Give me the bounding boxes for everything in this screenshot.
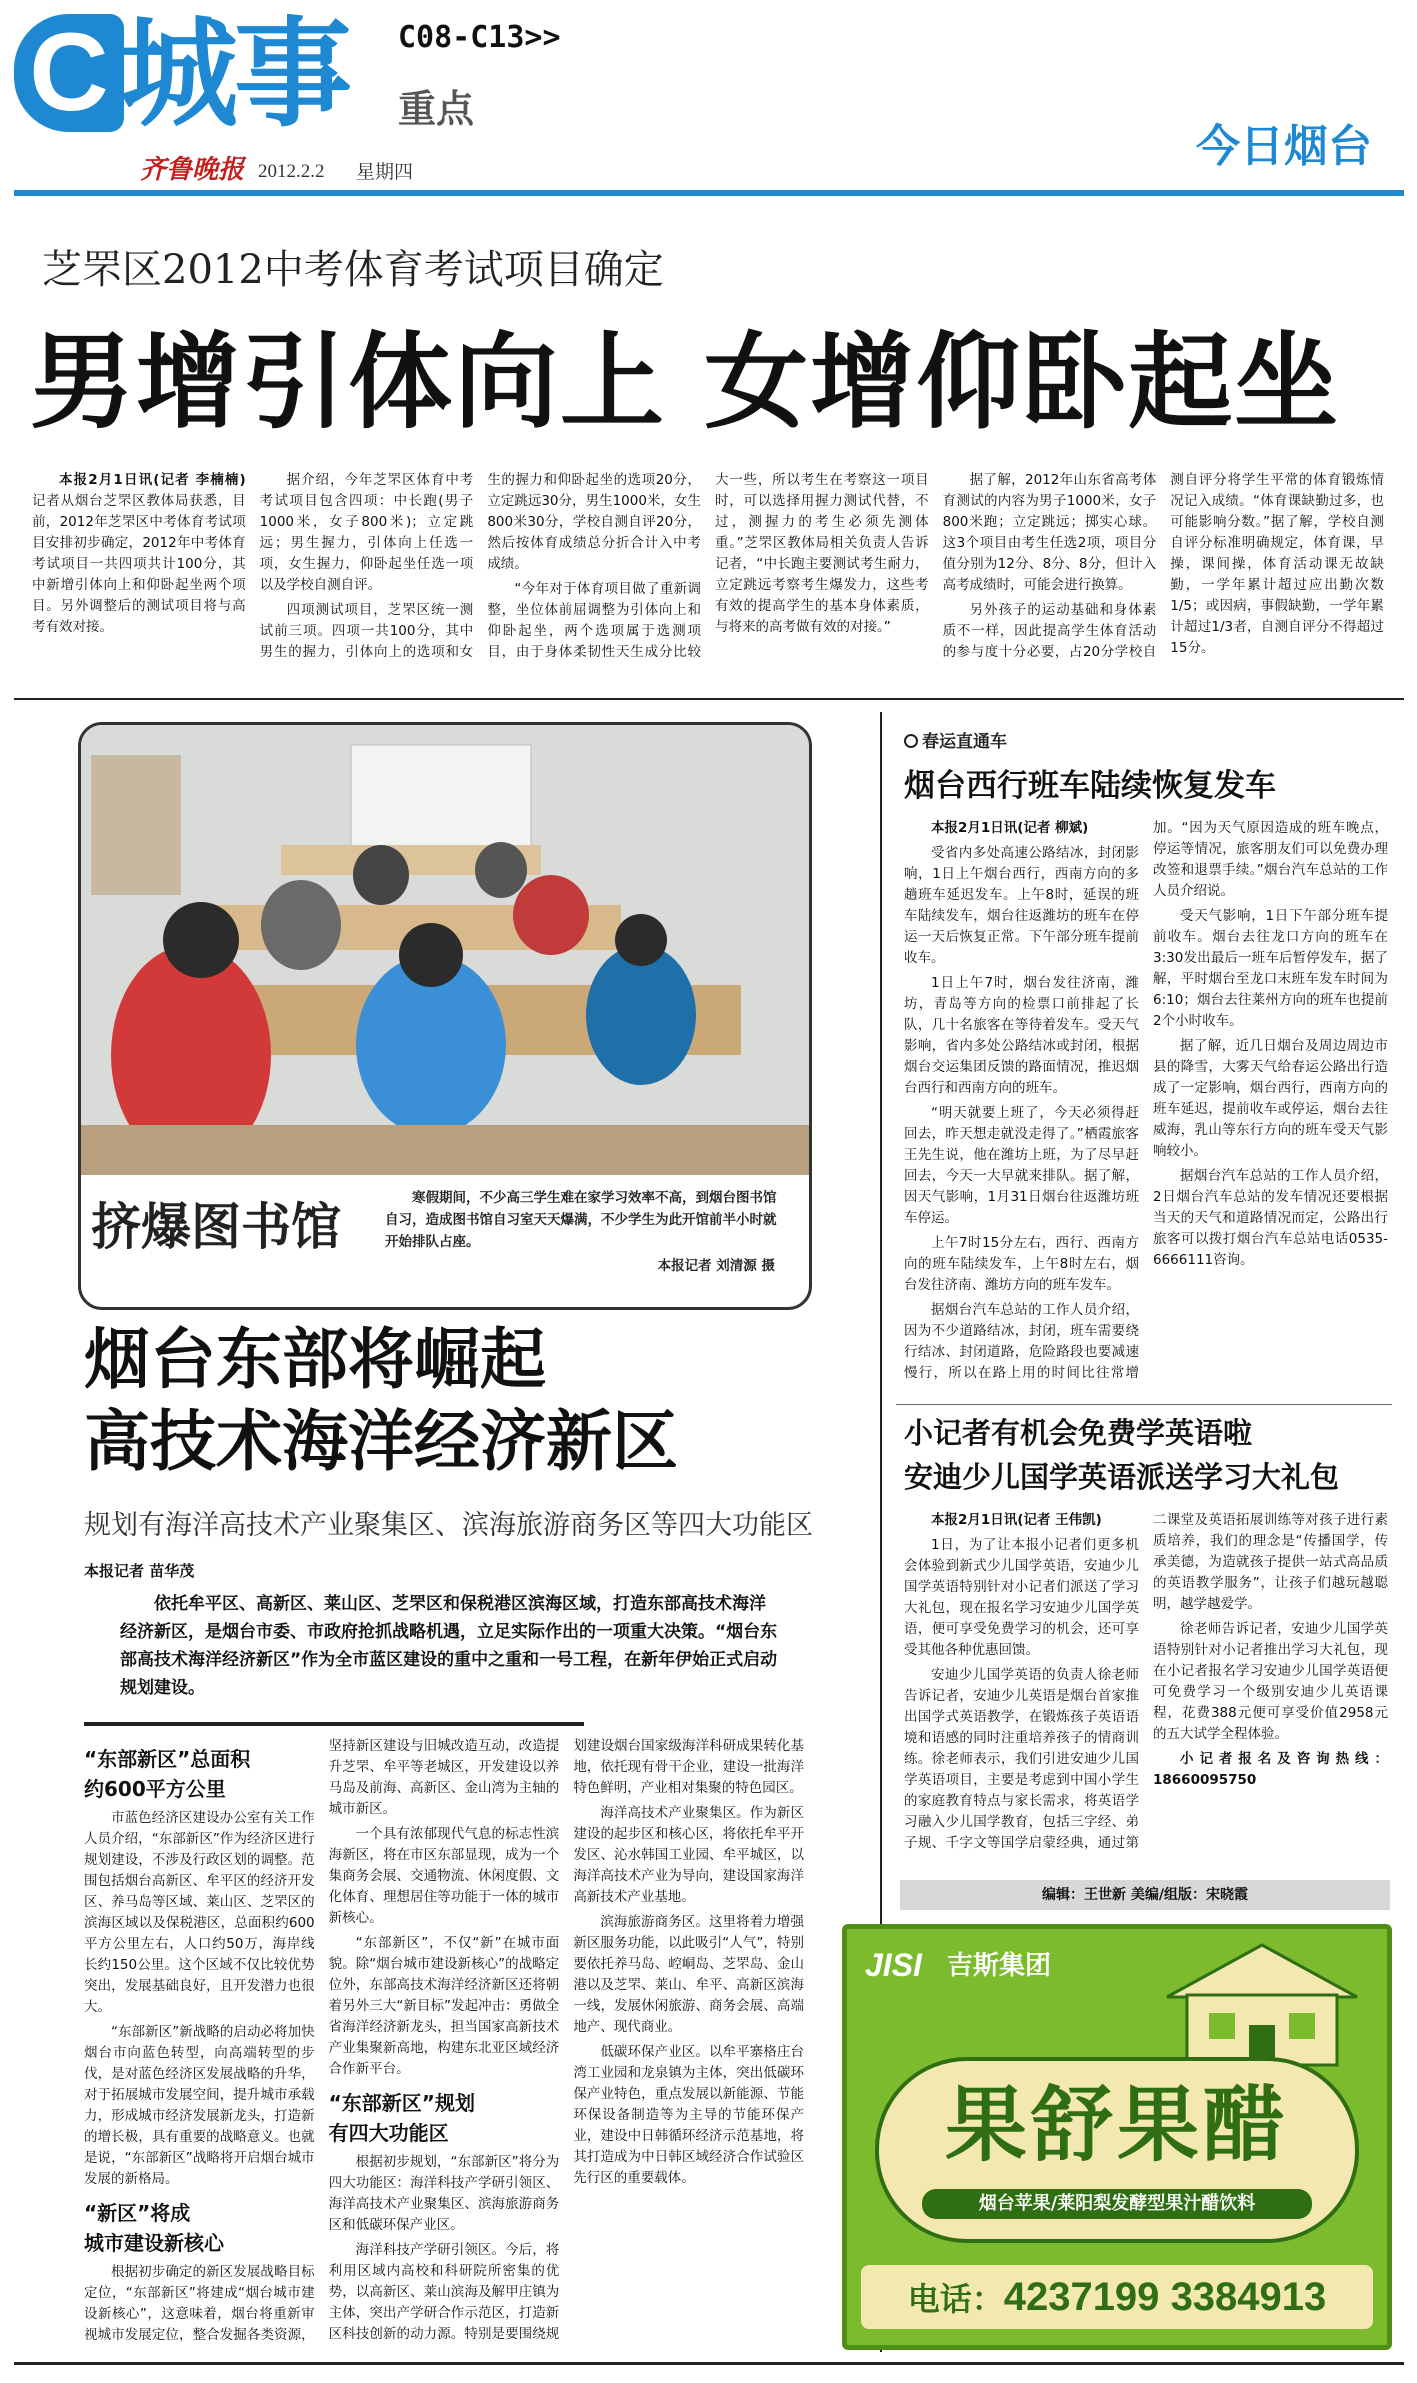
side-news-headline: 烟台西行班车陆续恢复发车	[904, 768, 1276, 804]
lead-paragraph: 四项测试项目，芝罘区统一测试前三项。四项一共100分，其中男生的握力，引体向上的选项和女生的握力和仰卧起坐的选项20分，立定跳远30分，男生1000米，女生800米30分，学校自测自评20分，然后按体育成绩总分折合计入中考成绩。	[259, 472, 701, 660]
ad-phone-2[interactable]: 3384913	[1170, 2275, 1327, 2319]
student-figure	[475, 842, 527, 898]
ad-company-logo: JISI	[865, 1947, 922, 1983]
side-story-paragraph: 1日，为了让本报小记者们更多机会体验到新式少儿国学英语，安迪少儿国学英语特别针对小记者们派送了学习大礼包，现在报名学习安迪少儿国学英语，便可享受免费学习的机会，还可享受其他各种优惠回馈。	[904, 1537, 1139, 1658]
feature-paragraph: 滨海旅游商务区。这里将着力增强新区服务功能，以此吸引“人气”，特别要依托养马岛、崆峒岛、芝罘岛、金山港以及芝罘、莱山、牟平、高新区滨海一线，发展休闲旅游、商务会展、高端地产、现代商业。	[573, 1914, 804, 2035]
edition-name: 今日烟台	[1196, 121, 1372, 172]
section-logo-title: 城事	[120, 5, 349, 143]
student-figure	[261, 880, 341, 970]
ad-phone-label: 电话：	[907, 2280, 1004, 2318]
lead-divider	[14, 698, 1404, 700]
photo-credit: 本报记者 刘清源 摄	[657, 1258, 775, 1274]
library-photo	[81, 725, 809, 1175]
photo-frame	[78, 722, 812, 1310]
lead-article-body	[32, 470, 1384, 682]
side-news-paragraph: 据烟台汽车总站的工作人员介绍，2日烟台汽车总站的发车情况还要根据当天的天气和道路情况而定，公路出行旅客可以拨打烟台汽车总站电话0535-6666111咨询。	[1153, 1168, 1388, 1268]
side-story-paragraph	[904, 1510, 1139, 1531]
photo-floor	[81, 1125, 809, 1175]
side-story-contact: 小记者报名及咨询热线：18660095750	[1153, 1751, 1388, 1788]
paper-name: 齐鲁晚报	[140, 155, 245, 185]
side-news-paragraph: 据了解，近几日烟台及周边周边市县的降雪，大雾天气给春运公路出行造成了一定影响，烟台西行，西南方向的班车延迟，提前收车或停运，烟台去往威海，乳山等东行方向的班车受天气影响较小。	[1153, 1038, 1388, 1159]
issue-weekday: 星期四	[356, 161, 414, 183]
editor-line: 编辑：王世新 美编/组版：宋晓霞	[900, 1880, 1390, 1910]
side-news-paragraph: “明天就要上班了，今天必须得赶回去，昨天想走就没走得了。”栖霞旅客王先生说，他在潍坊上班，为了尽早赶回去，今天一大早就来排队。据了解，因天气影响，1月31日烟台往返潍坊班车停运。	[904, 1105, 1139, 1226]
student-figure	[353, 845, 409, 905]
lead-paragraph: 本报2月1日讯(记者 李楠楠) 记者从烟台芝罘区教体局获悉，目前，2012年芝罘区中考体育考试项目安排初步确定，2012年中考体育考试项目一共四项共计100分，其中新增引体向上和仰卧起坐两个项目。另外调整后的测试项目将与高考有效对接。	[32, 472, 246, 635]
side-story-headline-2: 安迪少儿国学英语派送学习大礼包	[904, 1460, 1340, 1494]
side-story-headline-1: 小记者有机会免费学英语啦	[904, 1416, 1253, 1450]
feature-headline-1: 烟台东部将崛起	[84, 1321, 546, 1398]
side-news-byline: 本报2月1日讯(记者 柳斌)	[931, 820, 1089, 836]
lead-byline: 本报2月1日讯(记者 李楠楠)	[59, 472, 246, 488]
feature-subhead: “新区”将成 城市建设新核心	[84, 2201, 224, 2255]
student-figure	[399, 923, 463, 987]
student-figure	[615, 914, 667, 966]
issue-date: 2012.2.2	[258, 161, 325, 182]
lead-headline: 男增引体向上 女增仰卧起坐	[30, 321, 1341, 443]
side-news-body	[904, 818, 1388, 1402]
feature-paragraph: 根据初步确定的新区发展战略目标定位，“东部新区”将建成“烟台城市建设新核心”，这意味着，烟台将重新审视城市发展定位，整合发掘各类资源，坚持新区建设与旧城改造互动，改造提升芝罘、牟平等老城区，开发建设以养马岛及前海、高新区、金山湾为主轴的城市新区。	[84, 1738, 560, 2343]
ad-house-icon	[1147, 1937, 1377, 2067]
feature-paragraph: 海洋科技产学研引领区。今后，将利用区域内高校和科研院所密集的优势，以高新区、莱山滨海及解甲庄镇为主体，突出产学研合作示范区，打造新区科技创新的动力源。特别是要围绕规划建设烟台国家级海洋科研成果转化基地，依托现有骨干企业，建设一批海洋特色鲜明，产业相对集聚的特色园区。	[328, 1738, 804, 2342]
feature-paragraph: 低碳环保产业区。以牟平寨格庄台湾工业园和龙泉镇为主体，突出低碳环保产业特色，重点发展以新能源、节能环保设备制造等为主导的节能环保产业，建设中日韩循环经济示范基地，将其打造成为中日韩区域经济合作试验区先行区的重要载体。	[573, 2044, 804, 2186]
photo-caption: 寒假期间，不少高三学生难在家学习效率不高，到烟台图书馆自习，造成图书馆自习室天天爆满，不少学生为此开馆前半小时就开始排队占座。	[385, 1190, 777, 1250]
photo-shelf	[91, 755, 181, 895]
side-news-paragraph: 1日上午7时，烟台发往济南，潍坊，青岛等方向的检票口前排起了长队，几十名旅客在等待着发车。受天气影响，省内多处公路结冰或封闭，根据烟台交运集团反馈的路面情况，推迟烟台西行和西南方向的班车。	[904, 975, 1139, 1096]
logo-badge: C	[14, 14, 124, 132]
side-story-body	[904, 1510, 1388, 1872]
side-news-paragraph: 上午7时15分左右，西行、西南方向的班车陆续发车，上午8时左右，烟台发往济南、潍坊方向的班车发车。	[904, 1235, 1139, 1293]
side-divider	[896, 1404, 1392, 1405]
feature-subhead: “东部新区”规划 有四大功能区	[328, 2091, 475, 2145]
side-news-paragraph: 受省内多处高速公路结冰，封闭影响，1日上午烟台西行，西南方向的多趟班车延迟发车。上午8时，延误的班车陆续发车，烟台往返潍坊的班车在停运一天后恢复正常。下午部分班车提前收车。	[904, 845, 1139, 966]
feature-paragraph: 根据初步规划，“东部新区”将分为四大功能区：海洋科技产学研引领区、海洋高技术产业聚集区、滨海旅游商务区和低碳环保产业区。	[328, 2154, 560, 2233]
lead-kicker: 芝罘区2012中考体育考试项目确定	[42, 247, 664, 293]
ad-company-name: 吉斯集团	[947, 1951, 1052, 1981]
student-figure	[163, 902, 239, 978]
page-bottom-rule	[14, 2362, 1404, 2365]
masthead	[0, 0, 1417, 200]
feature-byline: 本报记者 苗华茂	[84, 1562, 195, 1580]
feature-deck: 规划有海洋高技术产业聚集区、滨海旅游商务区等四大功能区	[84, 1510, 813, 1541]
side-news-paragraph: 受天气影响，1日下午部分班车提前收车。烟台去往龙口方向的班车在3:30发出最后一班车后暂停发车，据了解，平时烟台至龙口末班车发车时间为6:10；烟台去往莱州方向的班车也提前2个小时收车。	[1153, 908, 1388, 1029]
side-story-paragraph: 徐老师告诉记者，安迪少儿国学英语特别针对小记者推出学习大礼包，现在小记者报名学习安迪少儿国学英语便可免费学习一个级别安迪少儿英语课程，花费388元便可享受价值2958元的五大试学全程体验。	[1153, 1621, 1388, 1742]
masthead-rule	[14, 190, 1404, 196]
side-news-paragraph: 据烟台汽车总站的工作人员介绍，因为不少道路结冰，封闭，班车需要绕行结冰、封闭道路，危险路段也要减速慢行，所以在路上用的时间比往常增加。“因为天气原因造成的班车晚点，停运等情况，旅客朋友们可以免费办理改签和退票手续。”烟台汽车总站的工作人员介绍说。	[904, 820, 1388, 1381]
feature-paragraph: 一个具有浓郁现代气息的标志性滨海新区，将在市区东部显现，成为一个集商务会展、交通物流、休闲度假、文化体育、理想居住等功能于一体的城市新核心。	[328, 1826, 560, 1926]
feature-headline-2: 高技术海洋经济新区	[84, 1403, 678, 1480]
page-range: C08-C13>>	[398, 20, 561, 55]
student-figure	[513, 875, 589, 955]
ad-tagline: 烟台苹果/莱阳梨发酵型果汁醋饮料	[922, 2189, 1312, 2219]
ad-banner[interactable]	[842, 1924, 1392, 2350]
ad-phone-bar	[861, 2265, 1373, 2329]
feature-paragraph: 海洋高技术产业聚集区。作为新区建设的起步区和核心区，将依托牟平开发区、沁水韩国工业园、牟平城区，以海洋高技术产业为导向，建设国家海洋高新技术产业基地。	[573, 1805, 804, 1905]
ad-phone-1[interactable]: 4237199	[1003, 2275, 1160, 2319]
lead-paragraph: “今年对于体育项目做了重新调整，坐位体前屈调整为引体向上和仰卧起坐，两个选项属于选测项目，由于身体柔韧性天生成分比较大一些，所以考生在考察这一项目时，可以选择用握力测试代替，不过，测握力的考生必须先测体重。”芝罘区教体局相关负责人告诉记者，“中长跑主要测试考生耐力，立定跳远考察考生爆发力，这些考有效的提高学生的基本身体素质，与将来的高考做有效的对接。”	[487, 472, 929, 660]
feature-article-body	[84, 1736, 804, 2358]
side-story-paragraph: 安迪少儿国学英语的负责人徐老师告诉记者，安迪少儿英语是烟台首家推出国学式英语教学，在锻炼孩子英语语境和语感的同时注重培养孩子的情商训练。徐老师表示，我们引进安迪少儿国学英语项目，主要是考虑到中国小学生的家庭教育特点与家长需求，将英语学习融入少儿国学教育，包括三字经、弟子规、千字文等国学启蒙经典，通过第二课堂及英语拓展训练等对孩子进行素质培养，我们的理念是“传播国学，传承美德，为造就孩子提供一站式高品质的英语教学服务”，让孩子们越玩越聪明，越学越爱学。	[904, 1512, 1388, 1851]
section-name: 重点	[398, 87, 475, 131]
feature-paragraph: “东部新区”新战略的启动必将加快烟台市向蓝色转型，向高端转型的步伐，是对蓝色经济区发展战略的升华，对于拓展城市发展空间，提升城市承载力，形成城市经济发展新龙头，打造新的增长极，具有重要的战略意义。也就是说，“东部新区”战略将开启烟台城市发展的新格局。	[84, 2024, 315, 2187]
side-tag: 春运直通车	[904, 730, 1007, 754]
lead-paragraph: 据介绍，今年芝罘区体育中考考试项目包含四项：中长跑(男子1000米，女子800米)；立定跳远；男生握力，引体向上任选一项，女生握力，仰卧起坐任选一项以及学校自测自评。	[259, 472, 474, 593]
tag-icon	[904, 734, 918, 748]
feature-intro-rule	[84, 1722, 584, 1726]
side-story-byline: 本报2月1日讯(记者 王伟凯)	[931, 1512, 1102, 1528]
feature-paragraph: 市蓝色经济区建设办公室有关工作人员介绍，“东部新区”作为经济区进行规划建设，不涉及行政区划的调整。范围包括烟台高新区、牟平区的经济开发区、养马岛等区域、莱山区、芝罘区的滨海区域以及保税港区，总面积约600平方公里左右，人口约50万，海岸线长约150公里。这个区域不仅比较优势突出，发展基础良好，且开发潜力也很大。	[84, 1810, 315, 2015]
side-news-paragraph	[904, 818, 1139, 839]
feature-intro: 依托牟平区、高新区、莱山区、芝罘区和保税港区滨海区域，打造东部高技术海洋经济新区，是烟台市委、市政府抢抓战略机遇，立足实际作出的一项重大决策。“烟台东部高技术海洋经济新区”作为全市蓝区建设的重中之重和一号工程，在新年伊始正式启动规划建设。	[120, 1594, 778, 1698]
lead-paragraph: 另外孩子的运动基础和身体素质不一样，因此提高学生体育活动的参与度十分必要，占20分学校自测自评分将学生平常的体育锻炼情况记入成绩。“体育课缺勤过多，也可能影响分数。”据了解，学校自测自评分标准明确规定，体育课，早操，课间操，体育活动课无故缺勤，一学年累计超过应出勤次数1/5；或因病，事假缺勤，一学年累计超过1/3者，自测自评分不得超过15分。	[942, 472, 1384, 660]
lead-paragraph: 据了解，2012年山东省高考体育测试的内容为男子1000米，女子800米跑；立定跳远；掷实心球。这3个项目由考生任选2项，项目分值分别为12分、8分、8分，但计入高考成绩时，可能会进行换算。	[942, 472, 1157, 593]
photo-title: 挤爆图书馆	[91, 1198, 341, 1256]
feature-paragraph: “东部新区”，不仅“新”在城市面貌。除“烟台城市建设新核心”的战略定位外，东部高技术海洋经济新区还将朝着另外三大“新目标”发起冲击：勇做全省海洋经济新龙头，担当国家高新技术产业集聚新高地，构建东北亚区域经济合作新平台。	[328, 1935, 560, 2077]
ad-product-panel	[875, 2057, 1359, 2243]
feature-subhead: “东部新区”总面积 约600平方公里	[84, 1747, 251, 1801]
ad-product-name: 果舒果醋	[944, 2077, 1289, 2173]
